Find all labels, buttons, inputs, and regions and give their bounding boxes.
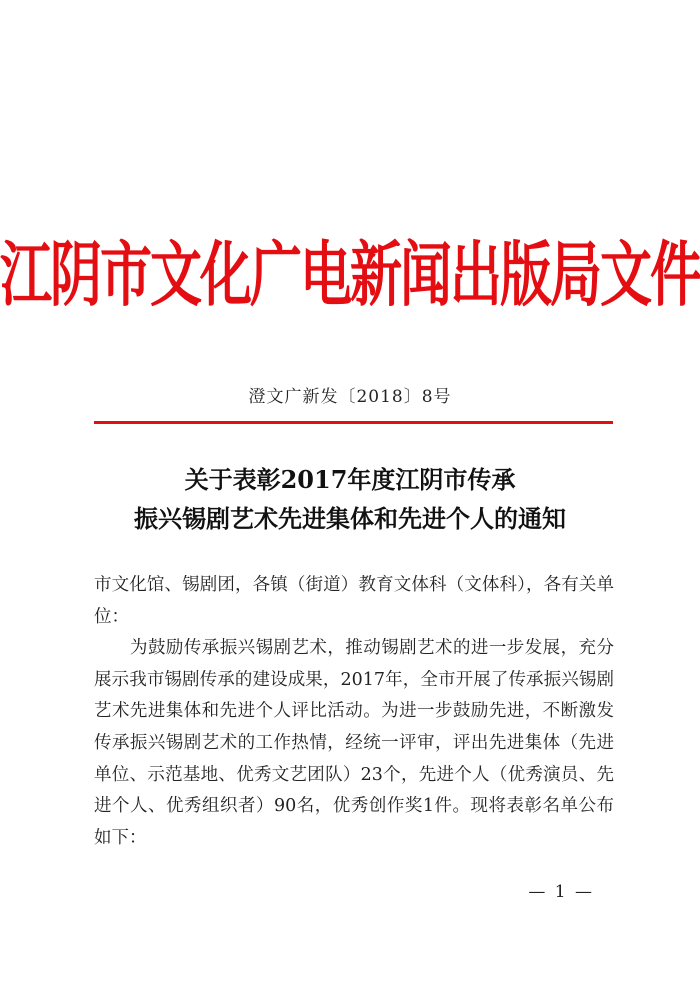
notice-title-line-2: 振兴锡剧艺术先进集体和先进个人的通知 bbox=[134, 504, 566, 533]
issuer-title: 江阴市文化广电新闻出版局文件 bbox=[0, 234, 700, 317]
red-divider-line bbox=[94, 421, 613, 424]
salutation: 市文化馆、锡剧团，各镇（街道）教育文体科（文体科），各有关单位： bbox=[94, 575, 614, 627]
notice-title bbox=[0, 460, 700, 538]
body-paragraph: 为鼓励传承振兴锡剧艺术，推动锡剧艺术的进一步发展，充分展示我市锡剧传承的建设成果，2017年，全市开展了传承振兴锡剧艺术先进集体和先进个人评比活动。为进一步鼓励先进，不断激发传承振兴锡剧艺术的工作热情，经统一评审，评出先进集体（先进单位、示范基地、优秀文艺团队）23个，先进个人（优秀演员、先进个人、优秀组织者）90名，优秀创作奖1件。现将表彰名单公布如下： bbox=[94, 638, 614, 848]
page-number: — 1 — bbox=[528, 882, 594, 902]
document-number: 澄文广新发〔2018〕8号 bbox=[248, 387, 452, 407]
notice-body bbox=[94, 570, 614, 854]
notice-title-line-1: 关于表彰2017年度江阴市传承 bbox=[184, 465, 516, 494]
